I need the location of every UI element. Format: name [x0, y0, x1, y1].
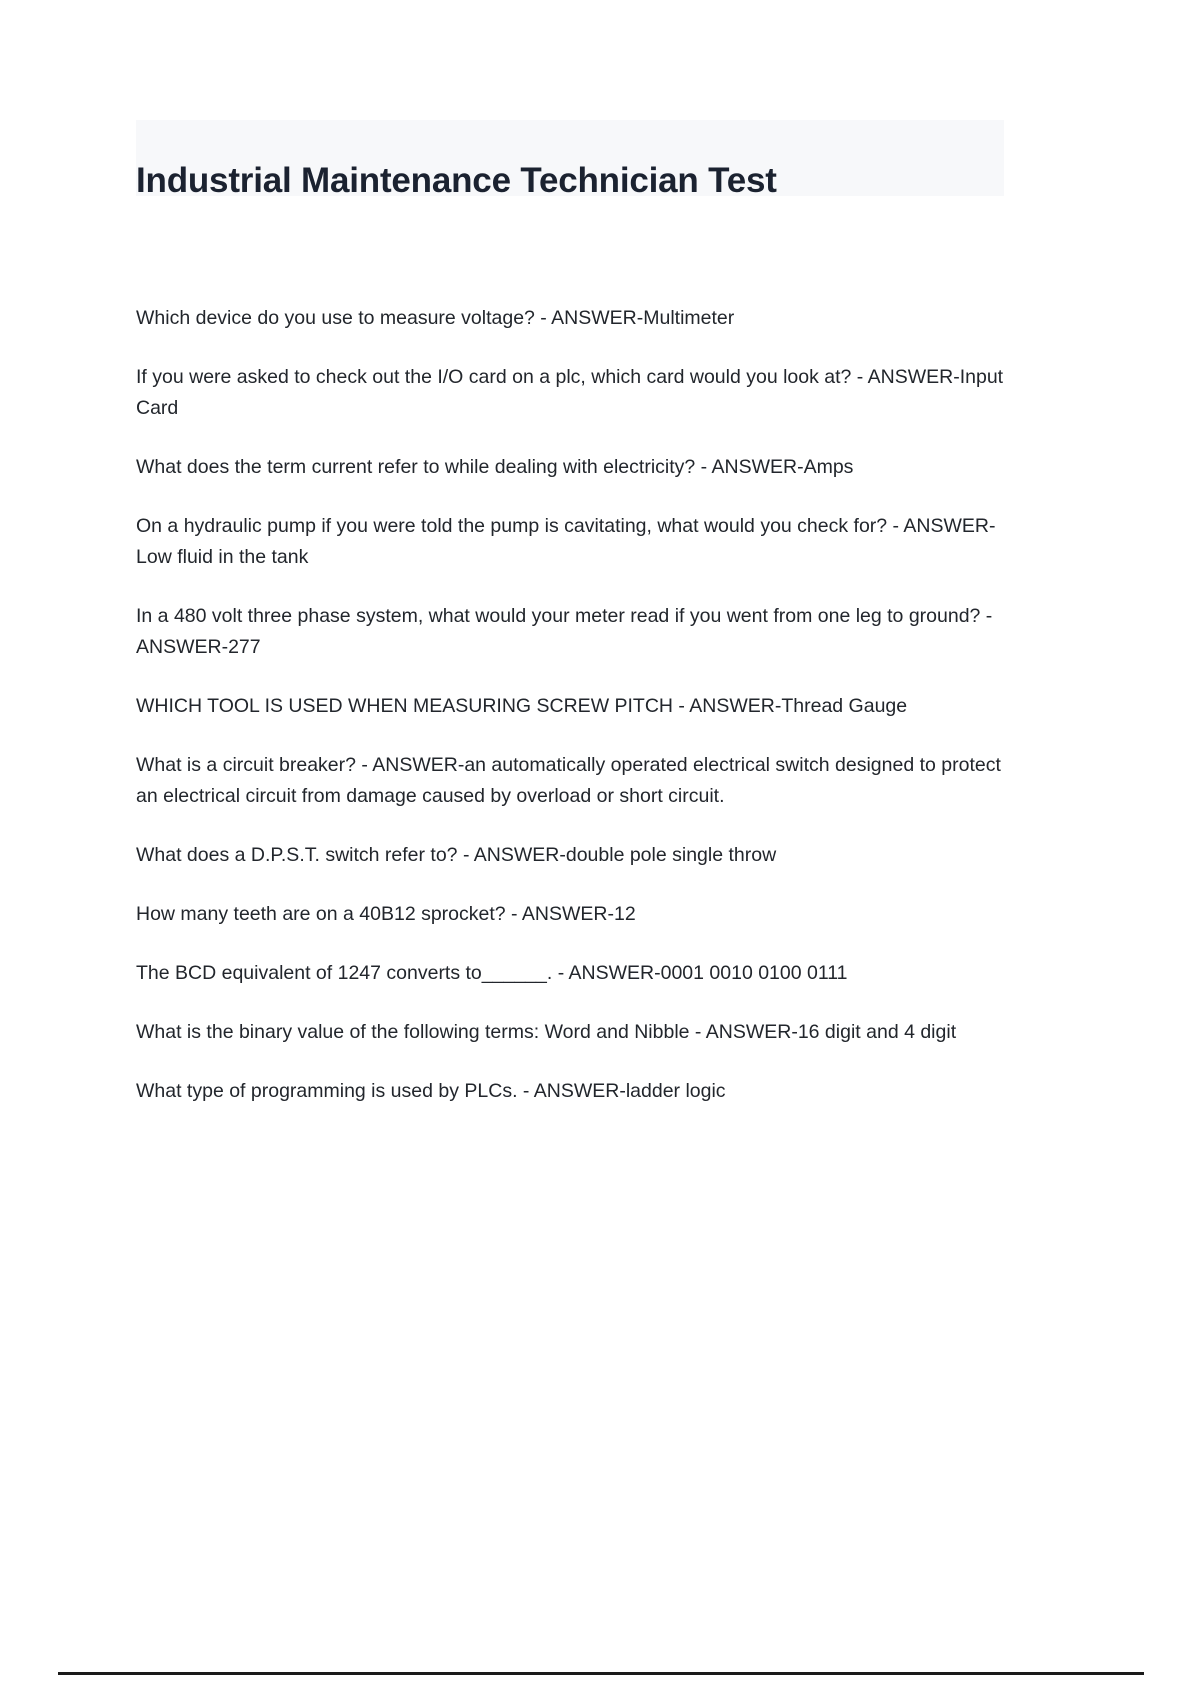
qa-item: In a 480 volt three phase system, what would your meter read if you went from one leg to ground? - ANSWER-277	[136, 604, 993, 658]
qa-item: What type of programming is used by PLCs. - ANSWER-ladder logic	[136, 1079, 726, 1102]
qa-item: If you were asked to check out the I/O card on a plc, which card would you look at? - ANSWER-Input Card	[136, 365, 1004, 419]
qa-item: Which device do you use to measure voltage? - ANSWER-Multimeter	[136, 306, 735, 329]
qa-item: On a hydraulic pump if you were told the pump is cavitating, what would you check for? - ANSWER-Low fluid in the tank	[136, 514, 996, 568]
qa-item: How many teeth are on a 40B12 sprocket? - ANSWER-12	[136, 902, 636, 925]
qa-item: What does a D.P.S.T. switch refer to? - ANSWER-double pole single throw	[136, 843, 777, 866]
qa-item: What does the term current refer to while dealing with electricity? - ANSWER-Amps	[136, 455, 854, 478]
qa-item: What is a circuit breaker? - ANSWER-an automatically operated electrical switch designed to protect an electrical circuit from damage caused by overload or short circuit.	[136, 753, 1001, 807]
qa-item: WHICH TOOL IS USED WHEN MEASURING SCREW PITCH - ANSWER-Thread Gauge	[136, 694, 908, 717]
qa-item: The BCD equivalent of 1247 converts to______. - ANSWER-0001 0010 0100 0111	[136, 961, 848, 984]
qa-list	[136, 283, 1012, 1107]
footer-divider	[58, 1672, 1144, 1675]
qa-item: What is the binary value of the following terms: Word and Nibble - ANSWER-16 digit and 4 digit	[136, 1020, 957, 1043]
page-title: Industrial Maintenance Technician Test	[136, 161, 777, 201]
